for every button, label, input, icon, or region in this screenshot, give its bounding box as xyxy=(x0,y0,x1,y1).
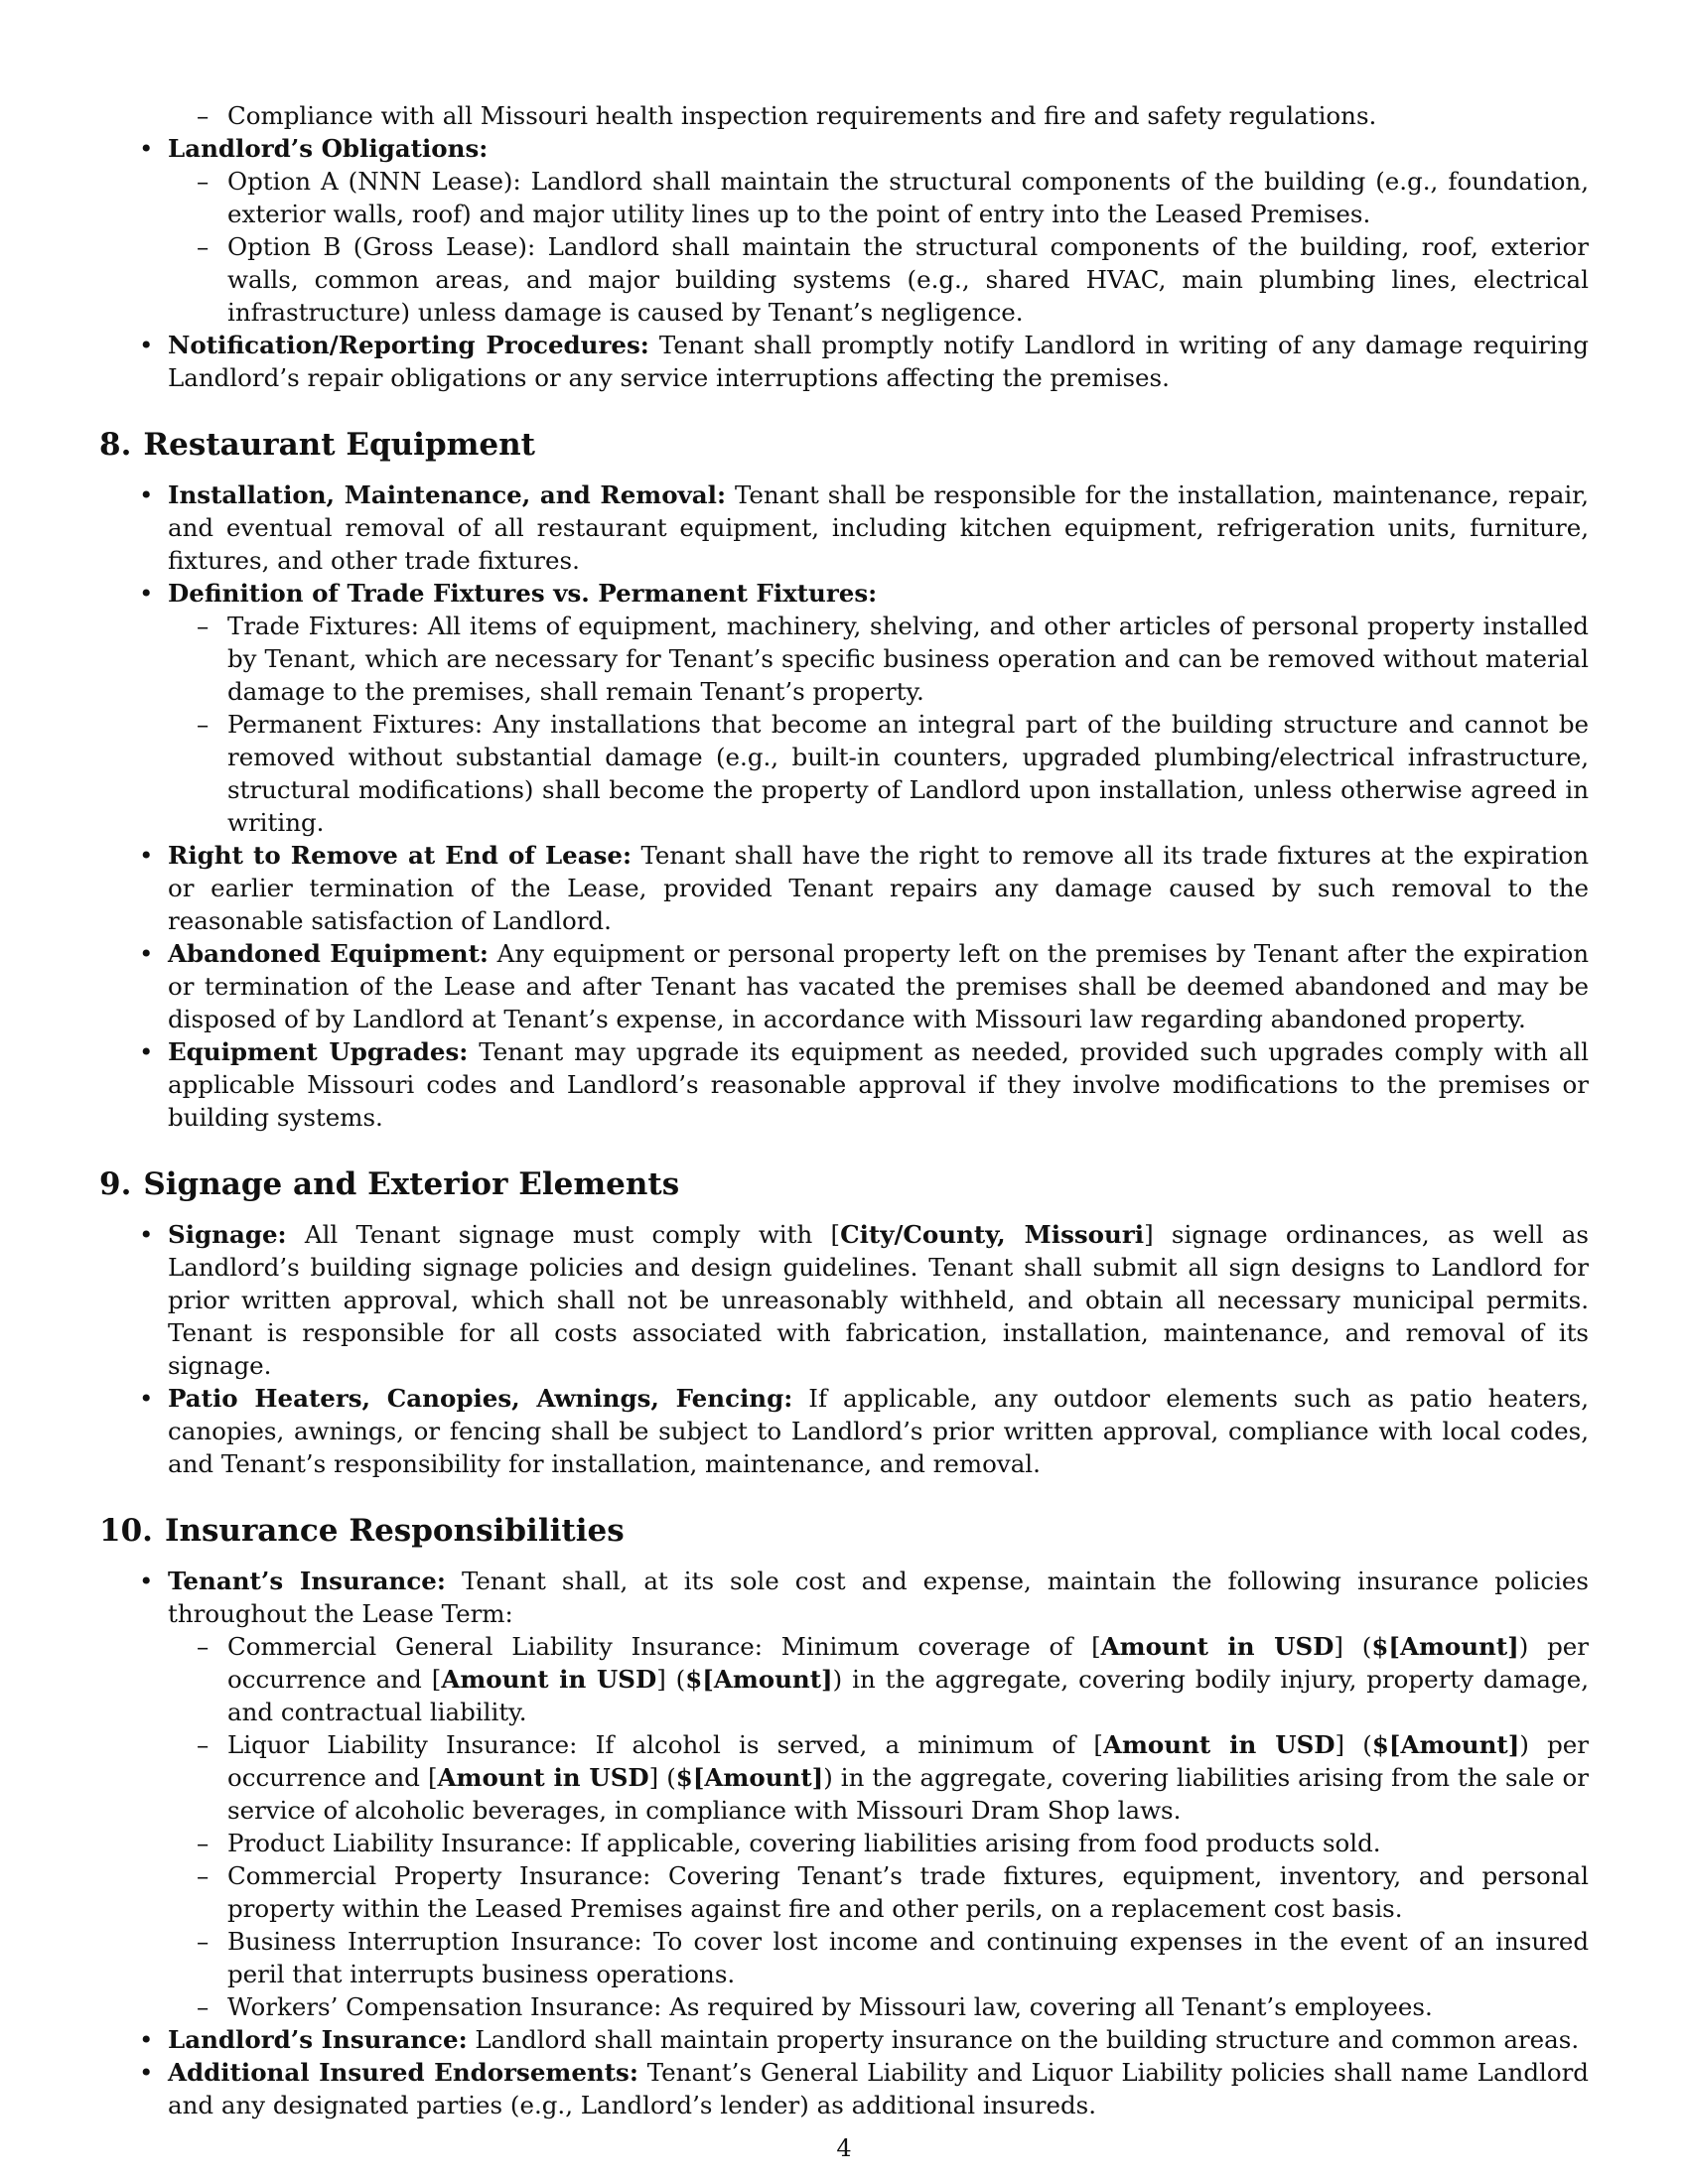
list-item xyxy=(99,478,1589,577)
list-item xyxy=(99,839,1589,937)
item-label: Landlord’s Obligations: xyxy=(168,134,489,163)
item-label: Installation, Maintenance, and Removal: xyxy=(168,480,727,509)
item-label: Signage: xyxy=(168,1220,287,1249)
item-text: Tenant shall promptly notify Landlord in writing of any damage requiring Landlord’s repair obligations or any service interruptions affecting the premises. xyxy=(168,331,1589,392)
list-item: – Option A (NNN Lease): Landlord shall maintain the structural components of the building (e.g., foundation, exterior walls, roof) and major utility lines up to the point of entry into the Leased Premises. xyxy=(168,165,1589,230)
placeholder-field: Amount in USD xyxy=(1100,1632,1335,1661)
placeholder-field: $[Amount] xyxy=(685,1665,833,1694)
fixtures-sublist xyxy=(168,610,1589,839)
list-item: – Option B (Gross Lease): Landlord shall maintain the structural components of the building, roof, exterior walls, common areas, and major building systems (e.g., shared HVAC, main plumbing lines, electrical infrastructure) unless damage is caused by Tenant’s negligence. xyxy=(168,230,1589,329)
item-label: Additional Insured Endorsements: xyxy=(168,2058,638,2087)
placeholder-field: Amount in USD xyxy=(441,1665,657,1694)
item-label: Definition of Trade Fixtures vs. Permanent Fixtures: xyxy=(168,579,878,608)
item-label: Right to Remove at End of Lease: xyxy=(168,841,633,870)
placeholder-field: Amount in USD xyxy=(437,1763,649,1792)
insurance-policies-list xyxy=(168,1630,1589,2023)
list-item xyxy=(99,1565,1589,2023)
list-item xyxy=(99,1382,1589,1480)
page-content xyxy=(99,99,1589,2121)
item-label: Equipment Upgrades: xyxy=(168,1037,469,1066)
item-label: Notification/Reporting Procedures: xyxy=(168,331,649,359)
list-item: – Commercial Property Insurance: Covering Tenant’s trade fixtures, equipment, inventory, and personal property within the Leased Premises against fire and other perils, on a replacement cost basis. xyxy=(168,1859,1589,1925)
notification-item xyxy=(99,329,1589,394)
list-item: – Compliance with all Missouri health inspection requirements and fire and safety regulations. xyxy=(168,99,1589,132)
item-label: Patio Heaters, Canopies, Awnings, Fencing: xyxy=(168,1384,793,1413)
list-item xyxy=(99,937,1589,1035)
item-text: If applicable, any outdoor elements such as patio heaters, canopies, awnings, or fencing shall be subject to Landlord’s prior written approval, compliance with local codes, and Tenant’s responsibility for installation, maintenance, and removal. xyxy=(168,1384,1589,1478)
landlord-obligations-item xyxy=(99,132,1589,329)
section-10-heading: 10. Insurance Responsibilities xyxy=(99,1513,625,1549)
page-number: 4 xyxy=(836,2134,852,2162)
list-item: – Product Liability Insurance: If applicable, covering liabilities arising from food products sold. xyxy=(168,1827,1589,1859)
list-item xyxy=(99,1035,1589,1134)
list-item xyxy=(99,577,1589,839)
landlord-options-list xyxy=(168,165,1589,329)
section-9-heading: 9. Signage and Exterior Elements xyxy=(99,1166,680,1202)
list-item xyxy=(99,2056,1589,2121)
item-text: Any equipment or personal property left on the premises by Tenant after the expiration or termination of the Lease and after Tenant has vacated the premises shall be deemed abandoned and may be disposed of by Landlord at Tenant’s expense, in accordance with Missouri law regarding abandoned property. xyxy=(168,939,1589,1033)
placeholder-field: $[Amount] xyxy=(675,1763,824,1792)
placeholder-field: $[Amount] xyxy=(1371,1730,1520,1759)
list-item: – Workers’ Compensation Insurance: As required by Missouri law, covering all Tenant’s employees. xyxy=(168,1990,1589,2023)
item-text: Tenant’s General Liability and Liquor Liability policies shall name Landlord and any designated parties (e.g., Landlord’s lender) as additional insureds. xyxy=(168,2058,1589,2119)
list-item: – Permanent Fixtures: Any installations that become an integral part of the building structure and cannot be removed without substantial damage (e.g., built-in counters, upgraded plumbing/electrical infrastructure, structural modifications) shall become the property of Landlord upon installation, unless otherwise agreed in writing. xyxy=(168,708,1589,839)
list-item: – Liquor Liability Insurance: If alcohol is served, a minimum of [Amount in USD] ($[Amount]) per occurrence and [Amount in USD] ($[Amount]) in the aggregate, covering liabilities arising from the sale or service of alcoholic beverages, in compliance with Missouri Dram Shop laws. xyxy=(168,1728,1589,1827)
item-label: Landlord’s Insurance: xyxy=(168,2025,468,2054)
list-item: – Business Interruption Insurance: To cover lost income and continuing expenses in the event of an insured peril that interrupts business operations. xyxy=(168,1925,1589,1990)
placeholder-field: City/County, Missouri xyxy=(840,1220,1145,1249)
section-8-list xyxy=(99,478,1589,1134)
item-text: Tenant shall have the right to remove all its trade fixtures at the expiration or earlier termination of the Lease, provided Tenant repairs any damage caused by such removal to the reasonable satisfaction of Landlord. xyxy=(168,841,1589,935)
list-item xyxy=(99,2023,1589,2056)
section-8-heading: 8. Restaurant Equipment xyxy=(99,427,536,463)
section7-continued-list xyxy=(99,132,1589,394)
item-label: Tenant’s Insurance: xyxy=(168,1567,446,1595)
item-label: Abandoned Equipment: xyxy=(168,939,489,968)
placeholder-field: $[Amount] xyxy=(1371,1632,1519,1661)
tenant-obligations-continued xyxy=(99,99,1589,132)
item-text: Tenant may upgrade its equipment as needed, provided such upgrades comply with all applicable Missouri codes and Landlord’s reasonable approval if they involve modifications to the premises or building systems. xyxy=(168,1037,1589,1132)
placeholder-field: Amount in USD xyxy=(1102,1730,1336,1759)
item-text: Tenant shall, at its sole cost and expense, maintain the following insurance policies throughout the Lease Term: xyxy=(168,1567,1590,1628)
section-9-list xyxy=(99,1218,1589,1480)
list-item: – Commercial General Liability Insurance: Minimum coverage of [Amount in USD] ($[Amount]) per occurrence and [Amount in USD] ($[Amount]) in the aggregate, covering bodily injury, property damage, and contractual liability. xyxy=(168,1630,1589,1728)
item-text: Tenant shall be responsible for the installation, maintenance, repair, and eventual removal of all restaurant equipment, including kitchen equipment, refrigeration units, furniture, fixtures, and other trade fixtures. xyxy=(168,480,1589,575)
section-10-list xyxy=(99,1565,1589,2121)
list-item: • Signage: All Tenant signage must comply with [City/County, Missouri] signage ordinances, as well as Landlord’s building signage policies and design guidelines. Tenant shall submit all sign designs to Landlord for prior written approval, which shall not be unreasonably withheld, and obtain all necessary municipal permits. Tenant is responsible for all costs associated with fabrication, installation, maintenance, and removal of its signage. xyxy=(99,1218,1589,1382)
item-text: Landlord shall maintain property insurance on the building structure and common areas. xyxy=(475,2025,1580,2054)
list-item: – Trade Fixtures: All items of equipment, machinery, shelving, and other articles of personal property installed by Tenant, which are necessary for Tenant’s specific business operation and can be removed without material damage to the premises, shall remain Tenant’s property. xyxy=(168,610,1589,708)
